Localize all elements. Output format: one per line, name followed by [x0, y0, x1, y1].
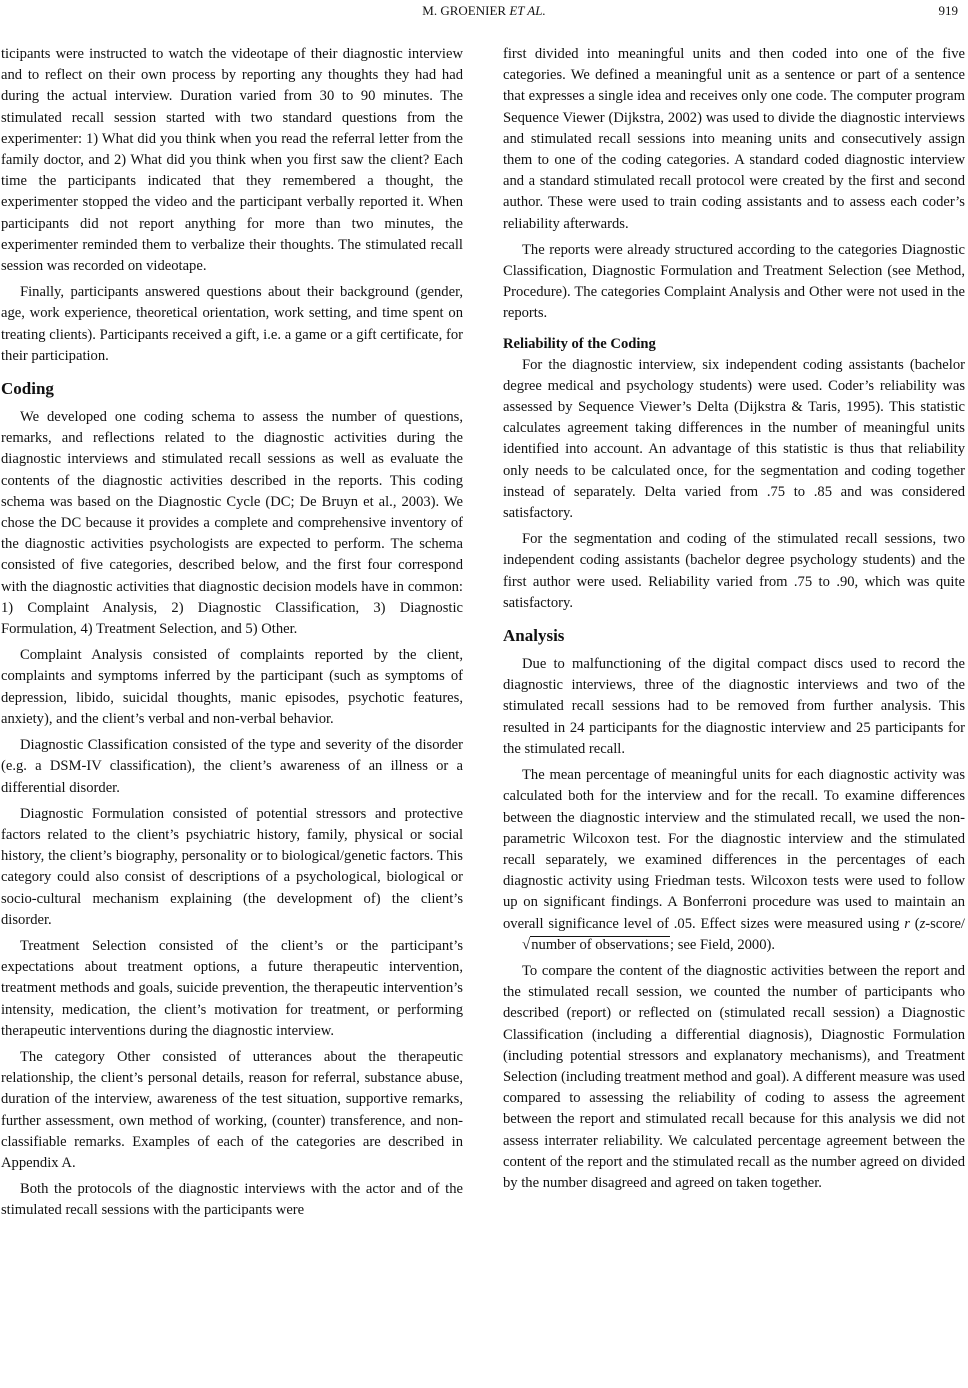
formula-sqrt [503, 935, 670, 956]
sqrt-sign: √ [522, 936, 531, 953]
left-column [1, 44, 463, 1222]
paragraph: Complaint Analysis consisted of complaints reported by the client, complaints and symptoms inferred by the participant (such as symptoms of depression, libido, suicidal thoughts, manic episodes, psychotic features, anxiety), and the client’s verbal and non-verbal behavior. [1, 647, 463, 727]
paragraph: Both the protocols of the diagnostic interviews with the actor and of the stimulated recall sessions with the participants were [1, 1181, 463, 1219]
paragraph: first divided into meaningful units and then coded into one of the five categories. We defined a meaningful unit as a sentence or part of a sentence that expresses a single idea and receives only one code. The computer program Sequence Viewer (Dijkstra, 2002) was used to divide the diagnostic interviews and stimulated recall sessions into meaning units and consecutively assign them to one of the coding categories. A standard coded diagnostic interview and a standard stimulated recall protocol were created by the first and second author. These were used to train coding assistants and to assess each coder’s reliability afterwards. [503, 46, 965, 232]
text-run: The mean percentage of meaningful units for each diagnostic activity was calculated both for the interview and for the recall. To examine differences between the diagnostic interview and the stimulated recall, we used the non-parametric Wilcoxon test. For the diagnostic interview and the stimulated recall separately, we examined differences in the percentages of each diagnostic activity using Friedman tests. Wilcoxon tests were used to follow up on significant findings. A Bonferroni procedure was used to maintain an overall significance level of .05. Effect sizes were measured using [503, 767, 965, 932]
running-header [0, 0, 968, 22]
text-run: ; see Field, 2000). [670, 936, 776, 953]
paragraph: Treatment Selection consisted of the client’s or the participant’s expectations about treatment options, a future therapeutic intervention, treatment methods and goals, suicide prevention, the therapeutic intervention’s intensity, medication, the client’s motivation for treatment, or performing therapeutic interventions during the diagnostic interview. [1, 937, 463, 1039]
paragraph: We developed one coding schema to assess the number of questions, remarks, and reflections related to the diagnostic activities during the diagnostic interviews and stimulated recall sessions as well as evaluate the contents of the diagnostic activities described in the reports. This coding schema was based on the Diagnostic Cycle (DC; De Bruyn et al., 2003). We chose the DC because it provides a complete and comprehensive inventory of the diagnostic activities psychologists are expected to perform. The schema consisted of five categories, described below, and the first four correspond with the diagnostic activities that diagnostic decision models have in common: 1) Complaint Analysis, 2) Diagnostic Classification, 3) Diagnostic Formulation, 4) Treatment Selection, and 5) Other. [1, 409, 463, 638]
formula-paren: ( [914, 915, 920, 932]
formula-slash: / [960, 915, 965, 932]
paragraph: To compare the content of the diagnostic activities between the report and the stimulated recall session, we counted the number of participants who described (report) or reflected on (stimulated recall session) a Diagnostic Classification (including a differential diagnosis), Diagnostic Formulation (including potential stressors and explanatory mechanisms), and Treatment Selection (including treatment method and goal). A different measure was used compared to assessing the reliability of coding to assess the agreement between the report and stimulated recall because for this analysis we did not assess interrater reliability. We calculated percentage agreement between the content of the report and the stimulated recall as the number agreed on divided by the number disagreed and agreed on taken together. [503, 962, 965, 1191]
formula-score: -score [925, 915, 961, 932]
paragraph: Diagnostic Formulation consisted of potential stressors and protective factors related to the client’s psychiatric history, family, physical or social history, the client’s biography, personality or to biological/genetic factors. This category could also consist of descriptions of a psychological, biological or socio-cultural mechanism explaining (the development of) the client’s disorder. [1, 805, 463, 928]
paragraph: For the diagnostic interview, six independent coding assistants (bachelor degree medical and psychology students) were used. Coder’s reliability was assessed by Sequence Viewer’s Delta (Dijkstra & Taris, 1995). This statistic calculates agreement taking differences in the number of meaningful units identified into account. An advantage of this statistic is thus that reliability only needs to be calculated once, for the segmentation and coding together instead of separately. Delta varied from .75 to .85 and was considered satisfactory. [503, 356, 965, 522]
paragraph: Finally, participants answered questions about their background (gender, age, work experience, theoretical orientation, work setting, and time spent on treating clients). Participants received a gift, i.e. a game or a gift certificate, for their participation. [1, 284, 463, 364]
sqrt-radicand: number of observations [531, 936, 670, 953]
paragraph: The category Other consisted of utterances about the therapeutic relationship, the client’s personal details, reason for referral, substance abuse, duration of the interview, awareness of the test situation, supportive remarks, further assessment, own method of working, (counter) transference, and non-classifiable remarks. Examples of each of the categories are described in Appendix A. [1, 1048, 463, 1171]
formula-r: r [904, 915, 910, 932]
section-heading-analysis: Analysis [503, 626, 565, 646]
paragraph: For the segmentation and coding of the stimulated recall sessions, two independent coding assistants (bachelor degree psychology students) and the first author were used. Reliability varied from .75 to .90, which was quite satisfactory. [503, 531, 965, 611]
paragraph: The reports were already structured according to the categories Diagnostic Classification, Diagnostic Formulation and Treatment Selection (see Method, Procedure). The categories Complaint Analysis and Other were not used in the reports. [503, 241, 965, 322]
paragraph: ticipants were instructed to watch the videotape of their diagnostic interview and to reflect on their own process by reporting any thoughts they had had during the actual interview. Duration varied from 30 to 90 minutes. The stimulated recall session started with two standard questions from the experimenter: 1) What did you think when you read the referral letter from the family doctor, and 2) What did you think when you first saw the client? Each time the participants indicated that they remembered a thought, the experimenter stopped the video and the participant verbally reported it. When participants did not report anything for more than two minutes, the experimenter reminded them to verbalize their thoughts. The stimulated recall session was recorded on videotape. [1, 46, 463, 275]
paragraph: Diagnostic Classification consisted of the type and severity of the disorder (e.g. a DSM-IV classification), the client’s awareness of an illness or a differential disorder. [1, 737, 463, 796]
formula-z: z [919, 915, 926, 932]
subsection-heading-reliability: Reliability of the Coding [503, 335, 656, 352]
author-etal: ET AL. [509, 3, 546, 18]
running-title [0, 0, 968, 22]
paragraph-effect-size [503, 765, 965, 956]
section-heading-coding: Coding [1, 379, 54, 399]
page-number: 919 [938, 3, 958, 18]
paragraph: Due to malfunctioning of the digital compact discs used to record the diagnostic interviews, three of the diagnostic interviews and two of the stimulated recall sessions had to be removed from further analysis. This resulted in 24 participants for the diagnostic interview and 25 participants for the stimulated recall. [503, 656, 965, 757]
author-name: M. GROENIER [422, 3, 507, 18]
right-column [503, 44, 965, 1194]
